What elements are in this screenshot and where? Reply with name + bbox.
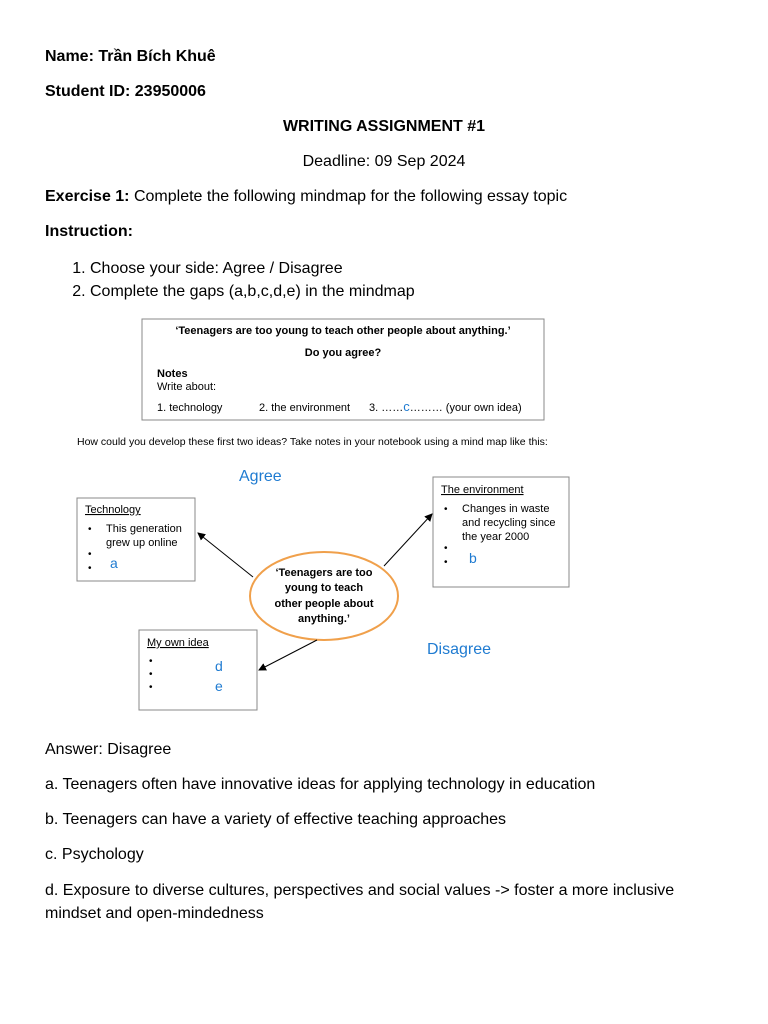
arrow-to-technology	[198, 533, 253, 577]
environment-bullet-line: the year 2000	[462, 531, 530, 543]
disagree-label: Disagree	[427, 641, 492, 658]
answer-a: a. Teenagers often have innovative ideas for applying technology in education	[45, 776, 596, 793]
bullet-icon: •	[149, 669, 153, 680]
bullet-icon: •	[88, 563, 92, 574]
bullet-icon: •	[149, 656, 153, 667]
agree-label: Agree	[239, 468, 282, 485]
notes-title: Notes	[157, 368, 188, 380]
environment-bullet-line: Changes in waste	[462, 503, 550, 515]
topic-ellipse	[250, 552, 398, 640]
mindmap-figure	[0, 310, 768, 720]
gap-a: a	[110, 555, 118, 571]
ellipse-line: other people about	[274, 598, 374, 610]
instruction-steps	[45, 257, 415, 303]
note-technology: 1. technology	[157, 402, 223, 414]
note-own-idea-pre: 3. ……	[369, 402, 404, 414]
exercise-label: Exercise 1:	[45, 188, 130, 205]
bullet-icon: •	[149, 682, 153, 693]
instruction-step: 2. Complete the gaps (a,b,c,d,e) in the mindmap	[90, 280, 415, 303]
bullet-icon: •	[88, 549, 92, 560]
own-idea-title: My own idea	[147, 637, 209, 649]
answer-d: d. Exposure to diverse cultures, perspectives and social values -> foster a more inclusive mindset and open-mindedness	[45, 882, 675, 922]
bullet-icon: •	[444, 504, 448, 515]
bullet-icon: •	[444, 557, 448, 568]
gap-c: c	[403, 399, 410, 414]
instruction-label: Instruction:	[45, 223, 133, 240]
ellipse-line: anything.’	[298, 613, 350, 625]
bullet-icon: •	[88, 524, 92, 535]
note-environment: 2. the environment	[259, 402, 351, 414]
arrow-to-environment	[384, 514, 432, 566]
answer-b: b. Teenagers can have a variety of effective teaching approaches	[45, 811, 507, 828]
ellipse-line: ‘Teenagers are too	[275, 567, 373, 579]
topic-prompt: ‘Teenagers are too young to teach other people about anything.’	[175, 325, 511, 337]
student-name: Name: Trần Bích Khuê	[45, 48, 216, 65]
gap-e: e	[215, 678, 223, 694]
exercise-line	[45, 188, 567, 206]
deadline: Deadline: 09 Sep 2024	[302, 153, 466, 170]
environment-title: The environment	[441, 484, 524, 496]
answer-side: Answer: Disagree	[45, 741, 172, 758]
mindmap-instruction: How could you develop these first two ideas? Take notes in your notebook using a mind map like this:	[77, 436, 548, 448]
note-own-idea-post: ……… (your own idea)	[409, 402, 522, 414]
technology-bullet-line: This generation	[106, 523, 182, 535]
arrow-to-own-idea	[259, 640, 317, 670]
student-id: Student ID: 23950006	[45, 83, 206, 100]
instruction-step: 1. Choose your side: Agree / Disagree	[90, 257, 415, 280]
notes-subtitle: Write about:	[157, 381, 217, 393]
topic-question: Do you agree?	[304, 347, 382, 359]
technology-title: Technology	[85, 504, 141, 516]
gap-d: d	[215, 658, 223, 674]
answer-c: c. Psychology	[45, 846, 144, 863]
gap-b: b	[469, 550, 477, 566]
exercise-text: Complete the following mindmap for the following essay topic	[129, 188, 568, 205]
bullet-icon: •	[444, 543, 448, 554]
environment-bullet-line: and recycling since	[462, 517, 556, 529]
technology-bullet-line: grew up online	[106, 537, 178, 549]
note-own-idea	[369, 399, 522, 414]
assignment-title: WRITING ASSIGNMENT #1	[282, 118, 486, 135]
ellipse-line: young to teach	[284, 582, 364, 594]
